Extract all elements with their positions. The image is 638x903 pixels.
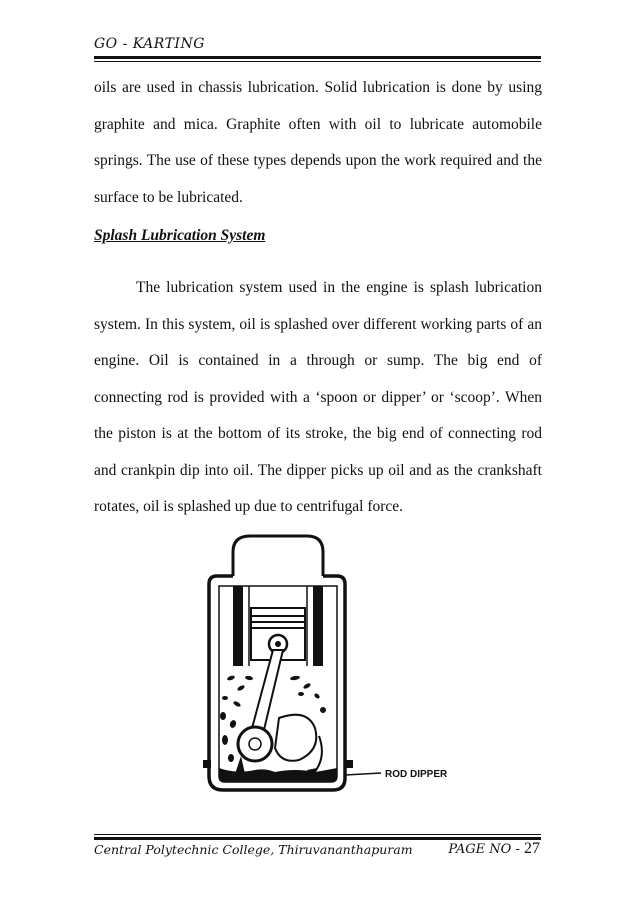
footer-page-number bbox=[448, 840, 540, 858]
rod-dipper-label: ROD DIPPER bbox=[385, 769, 448, 780]
paragraph-splash-system: The lubrication system used in the engine is splash lubrication system. In this system, oil is splashed over different working parts of an engine. Oil is contained in a through or sump. The big end of connecting rod is provided with a ‘spoon or dipper’ or ‘scoop’. When the piston is at the bottom of its stroke, the big end of connecting rod and crankpin dip into oil. The dipper picks up oil and as the crankshaft rotates, oil is splashed up due to centrifugal force. bbox=[94, 279, 542, 515]
splash-lubrication-diagram bbox=[195, 528, 485, 828]
cylinder-wall-left bbox=[233, 586, 243, 666]
rod-dipper-leader-line bbox=[345, 773, 381, 775]
header-title: GO - KARTING bbox=[94, 36, 205, 52]
section-heading: Splash Lubrication System bbox=[94, 227, 266, 244]
page-number: 27 bbox=[524, 840, 540, 857]
drain-plug bbox=[203, 760, 211, 768]
crank-web bbox=[275, 715, 316, 761]
footer-rule-thin bbox=[94, 834, 541, 835]
footer-college-name: Central Polytechnic College, Thiruvananthapuram bbox=[94, 842, 413, 857]
rod-dipper bbox=[235, 756, 245, 774]
crankpin-big-end bbox=[238, 727, 272, 761]
header-rule-thin bbox=[94, 61, 541, 62]
page-label: PAGE NO - bbox=[448, 842, 520, 857]
header-rule-thick bbox=[94, 56, 541, 59]
cylinder-wall-right bbox=[313, 586, 323, 666]
cylinder-head-outline bbox=[233, 536, 323, 576]
piston-pin-center bbox=[275, 641, 281, 647]
dipstick-mount bbox=[345, 760, 353, 768]
paragraph-lubricants: oils are used in chassis lubrication. Solid lubrication is done by using graphite and mica. Graphite often with oil to lubricate automobile springs. The use of these types depends upon the work required and the surface to be lubricated. bbox=[94, 79, 542, 206]
